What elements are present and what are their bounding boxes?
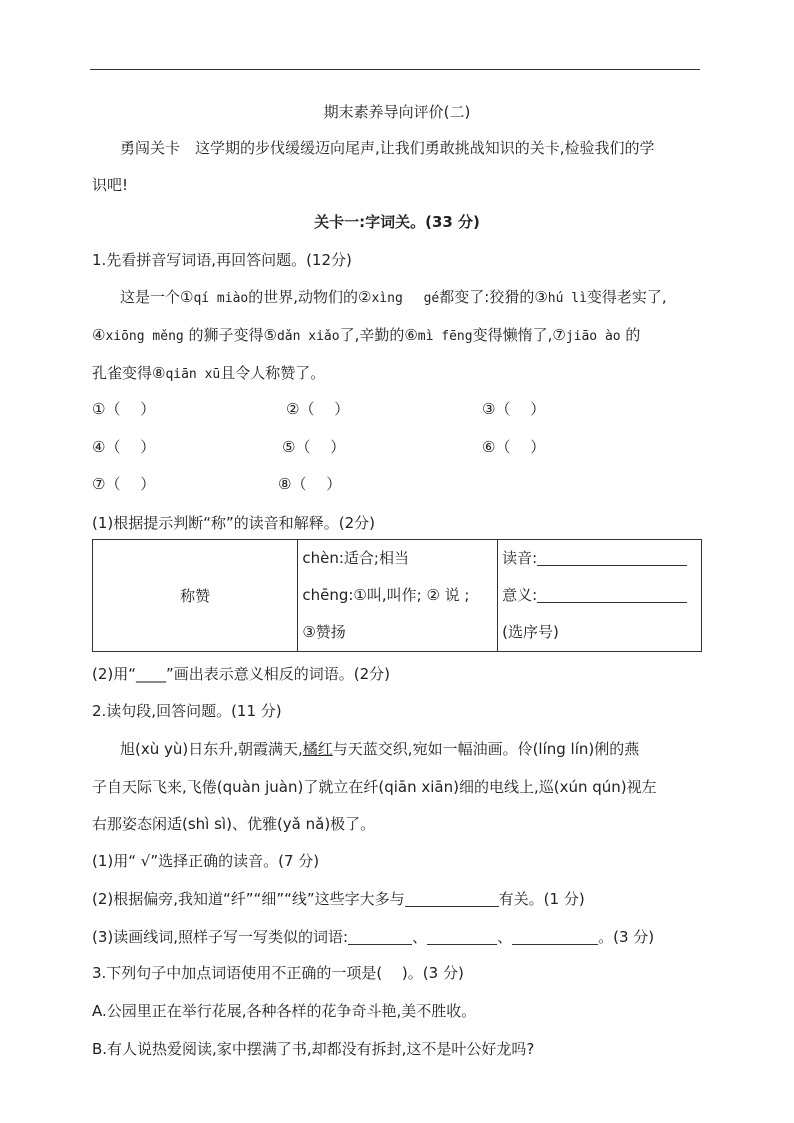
- para-text: 的狮子变得⑤: [183, 326, 277, 344]
- word-blank-1[interactable]: [348, 930, 412, 945]
- pinyin-prompt: qiān xū: [165, 367, 221, 382]
- choose-note: (选序号): [502, 623, 559, 641]
- question-1-stem: 1.先看拼音写词语,再回答问题。(12分): [92, 251, 352, 269]
- reading-blank[interactable]: [537, 551, 687, 566]
- section-heading: 关卡一:字词关。(33 分): [314, 213, 480, 231]
- pinyin-prompt: mì fēng: [417, 329, 473, 344]
- sub-3-tail: 。(3 分): [598, 928, 655, 946]
- question-1-para-line-3: [92, 362, 325, 383]
- para-text: 的: [620, 326, 641, 344]
- word-blank-2[interactable]: [427, 930, 497, 945]
- para-text: 都变了:狡猾的③: [439, 288, 548, 306]
- definition-chen: chèn:适合;相当: [302, 549, 409, 567]
- intro-line-2: 识吧!: [92, 176, 129, 194]
- question-2-para-line-1: [120, 738, 639, 759]
- question-3-stem: 3.下列句子中加点词语使用不正确的一项是( )。(3 分): [92, 964, 464, 982]
- question-2-para-line-3: 右那姿态闲适(shì sì)、优雅(yǎ nǎ)极了。: [92, 815, 376, 833]
- sub-2-tail: 有关。(1 分): [498, 890, 585, 908]
- radical-blank[interactable]: [405, 892, 499, 907]
- underlined-word: 橘红: [302, 740, 333, 758]
- question-1-para-line-2: [92, 324, 640, 345]
- answer-slot-7[interactable]: ⑦（ ）: [92, 475, 156, 493]
- pinyin-prompt: hú lì: [547, 291, 587, 306]
- definition-cheng-3: ③赞扬: [302, 623, 346, 641]
- option-a[interactable]: A.公园里正在举行花展,各种各样的花争奇斗艳,美不胜收。: [92, 1002, 477, 1020]
- meaning-label: 意义:: [502, 586, 538, 604]
- para-text: 这是一个①: [120, 288, 194, 306]
- pinyin-prompt: jiāo ào: [565, 329, 621, 344]
- reading-label: 读音:: [502, 549, 538, 567]
- table-word-cell: 称赞: [93, 540, 298, 652]
- pinyin-prompt: xiōng měng: [105, 329, 184, 344]
- question-2-para-line-2: 子自天际飞来,飞倦(quàn juàn)了就立在纤(qiān xiān)细的电线上,巡(xún qún)视左: [92, 778, 657, 796]
- para-text: ④: [92, 326, 106, 344]
- answer-slot-8[interactable]: ⑧（ ）: [278, 475, 342, 493]
- para-text: 了,辛勤的⑥: [339, 326, 418, 344]
- option-b[interactable]: B.有人说热爱阅读,家中摆满了书,却都没有拆封,这不是叶公好龙吗?: [92, 1040, 535, 1058]
- answer-slot-6[interactable]: ⑥（ ）: [482, 438, 546, 456]
- para-text: 与天蓝交织,宛如一幅油画。伶(líng lín)俐的燕: [332, 740, 640, 758]
- answer-slot-5[interactable]: ⑤（ ）: [282, 438, 346, 456]
- separator: 、: [412, 928, 428, 946]
- para-text: 的世界,动物们的②: [248, 288, 372, 306]
- header-rule: [90, 69, 700, 70]
- answer-slot-1[interactable]: ①（ ）: [92, 400, 156, 418]
- question-1-para-line-1: [120, 286, 667, 307]
- table-definitions-cell: [298, 540, 498, 652]
- pinyin-prompt: qí miào: [193, 291, 249, 306]
- answer-slot-3[interactable]: ③（ ）: [482, 400, 546, 418]
- answer-slot-2[interactable]: ②（ ）: [286, 400, 350, 418]
- reading-field[interactable]: [498, 540, 701, 577]
- meaning-blank[interactable]: [537, 588, 687, 603]
- question-2-stem: 2.读句段,回答问题。(11 分): [92, 702, 282, 720]
- para-text: 且令人称赞了。: [220, 364, 326, 382]
- separator: 、: [497, 928, 513, 946]
- pinyin-prompt: dǎn xiǎo: [276, 329, 340, 344]
- meaning-field[interactable]: [498, 577, 701, 614]
- page-title: 期末素养导向评价(二): [323, 103, 471, 121]
- sub-3-text: (3)读画线词,照样子写一写类似的词语:: [92, 928, 349, 946]
- para-text: 孔雀变得⑧: [92, 364, 166, 382]
- question-1-sub-2: (2)用“____”画出表示意义相反的词语。(2分): [92, 665, 391, 683]
- question-2-sub-2: [92, 888, 585, 909]
- sub-2-text: (2)根据偏旁,我知道“纤”“细”“线”这些字大多与: [92, 890, 405, 908]
- pinyin-prompt: xìng gé: [371, 291, 440, 306]
- para-text: 变得懒惰了,⑦: [472, 326, 566, 344]
- para-text: 旭(xù yù)日东升,朝霞满天,: [120, 740, 303, 758]
- question-1-sub-1: (1)根据提示判断“称”的读音和解释。(2分): [92, 514, 376, 532]
- definition-cheng: chēng:①叫,叫作; ② 说 ;: [302, 586, 470, 604]
- reading-table: [92, 539, 702, 652]
- question-2-sub-1: (1)用“ √”选择正确的读音。(7 分): [92, 852, 320, 870]
- question-2-sub-3: [92, 926, 654, 947]
- table-answer-cell: [498, 540, 702, 652]
- word-blank-3[interactable]: [512, 930, 598, 945]
- answer-slot-4[interactable]: ④（ ）: [92, 438, 156, 456]
- intro-line-1: 勇闯关卡 这学期的步伐缓缓迈向尾声,让我们勇敢挑战知识的关卡,检验我们的学: [120, 139, 655, 157]
- para-text: 变得老实了,: [586, 288, 667, 306]
